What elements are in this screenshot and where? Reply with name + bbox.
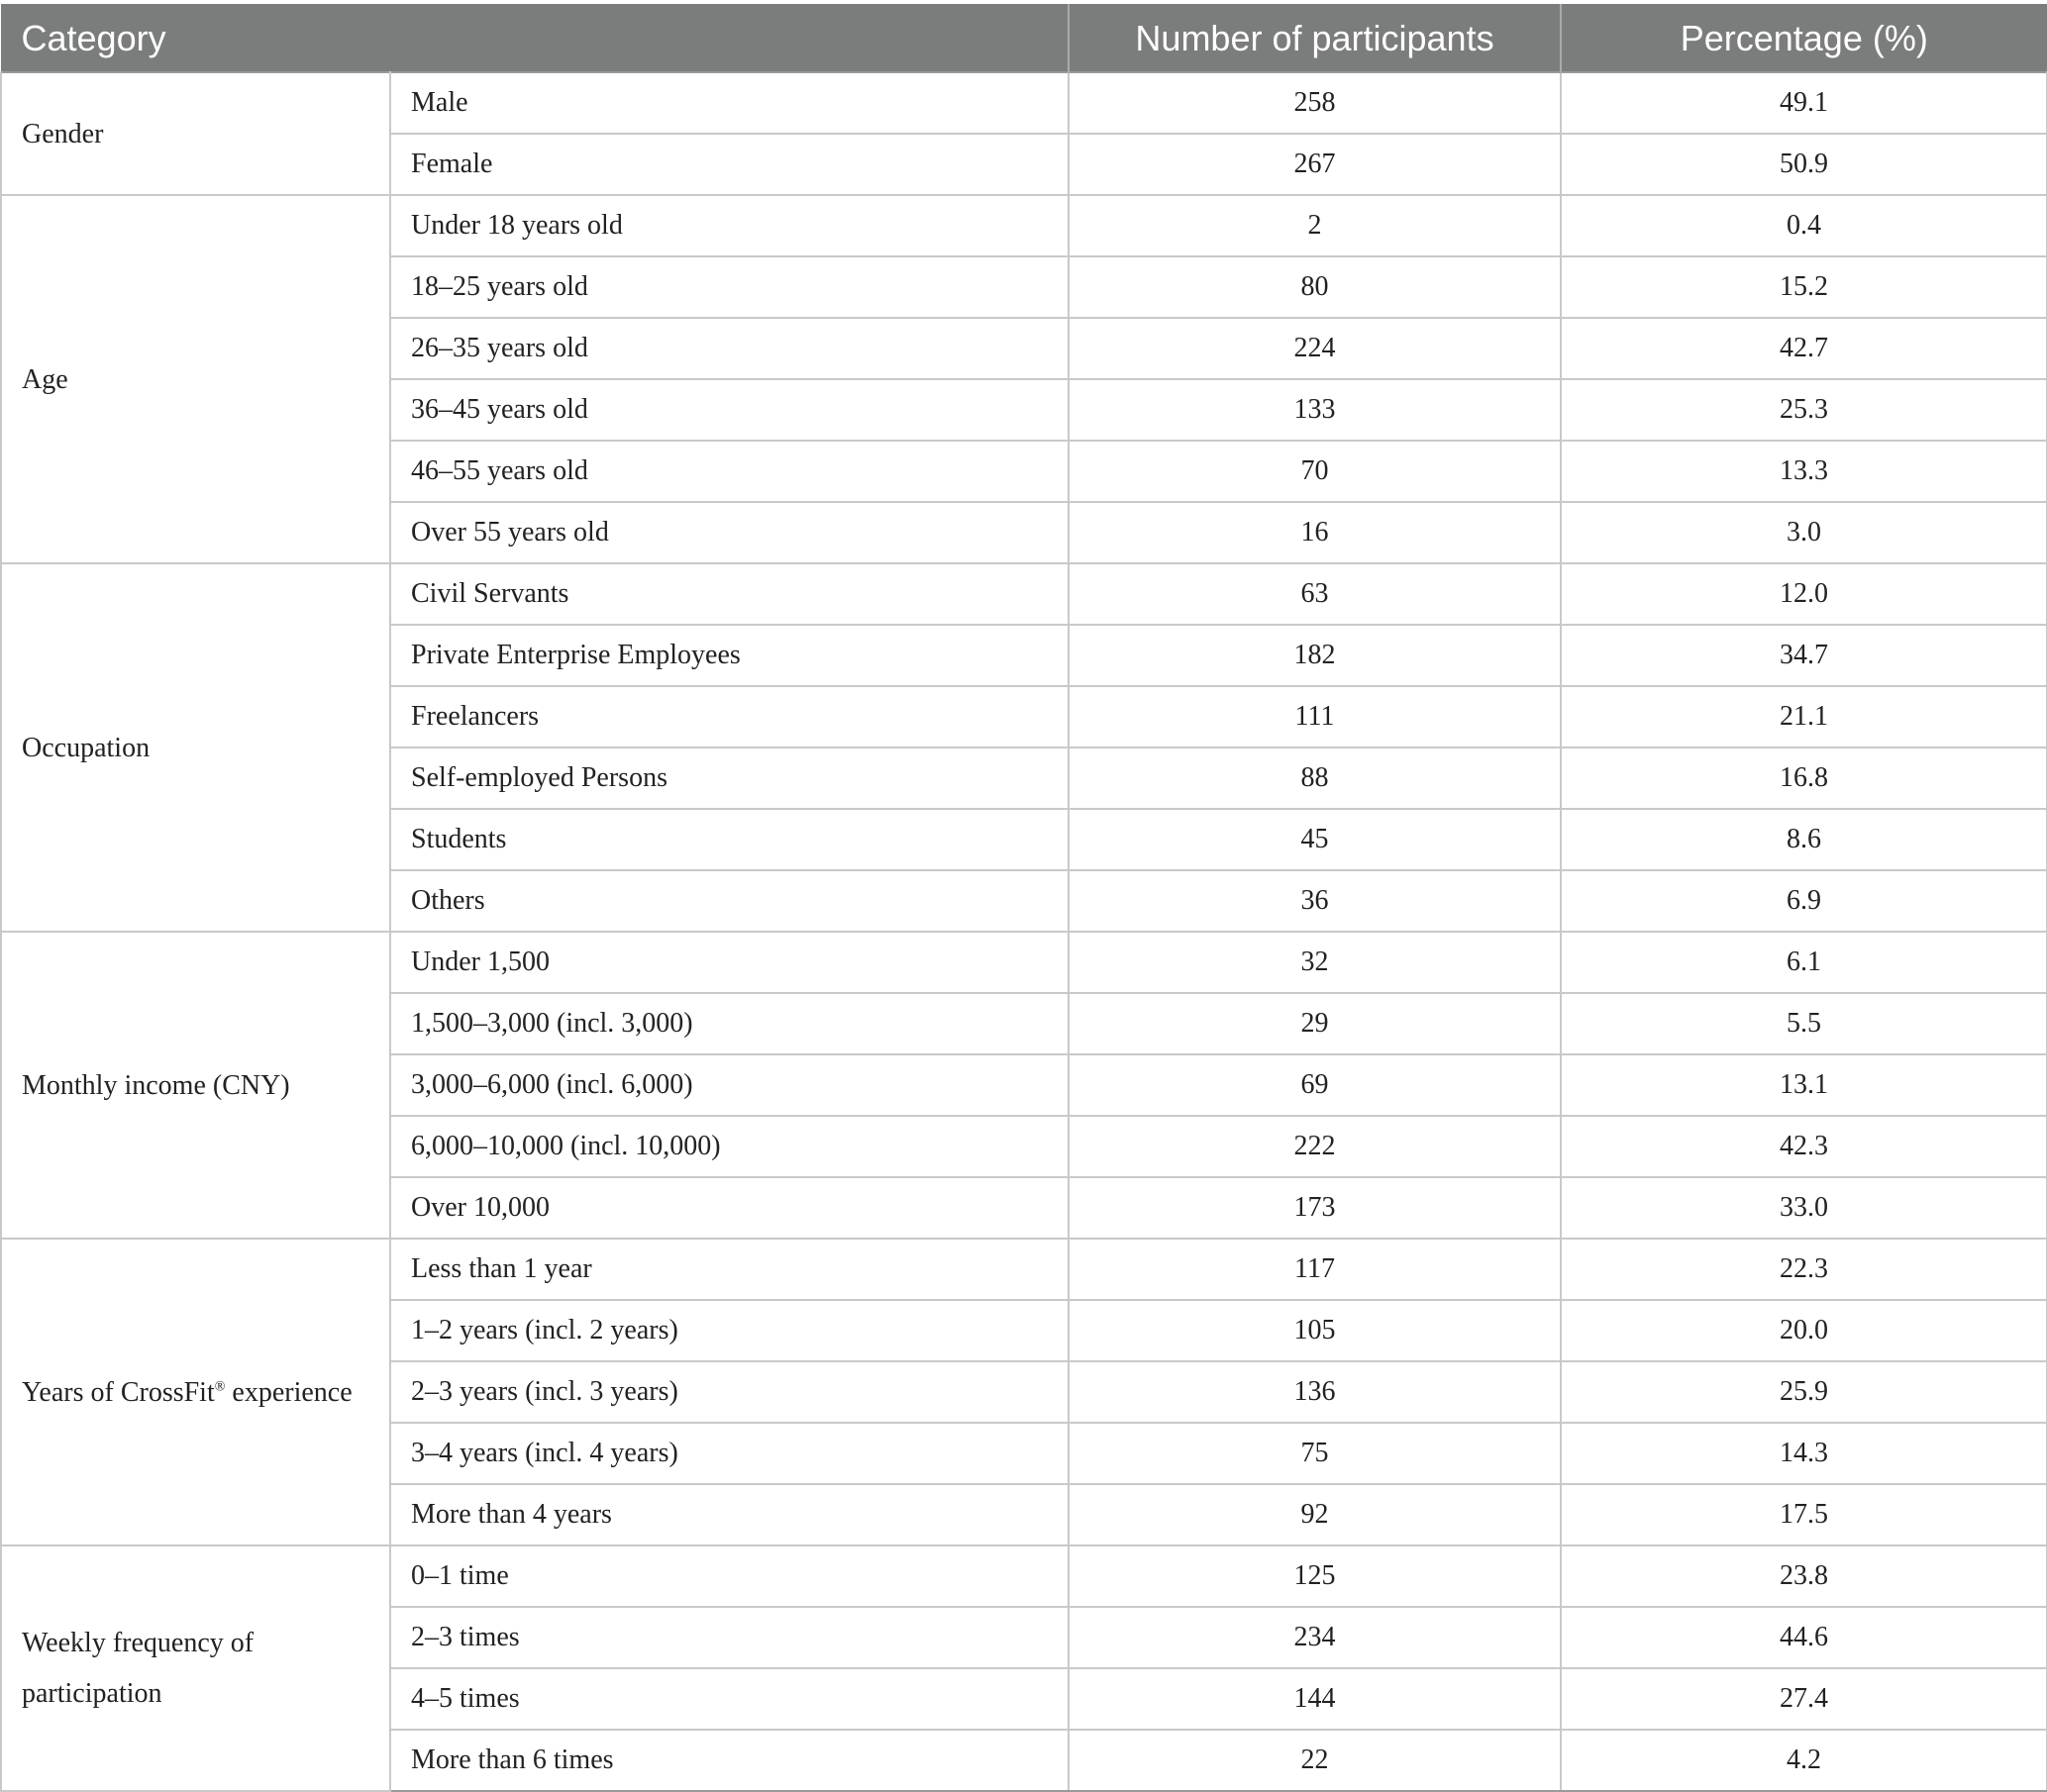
category-cell-monthly-income: Monthly income (CNY) [1, 932, 390, 1239]
subcategory-cell: Under 18 years old [390, 195, 1069, 256]
header-category: Category [1, 5, 1069, 73]
category-text: Years of CrossFit [22, 1376, 215, 1408]
percentage-cell: 13.3 [1561, 441, 2047, 502]
number-cell: 117 [1069, 1239, 1561, 1300]
table-row [1, 195, 2047, 256]
subcategory-cell: Self-employed Persons [390, 747, 1069, 809]
subcategory-cell: Private Enterprise Employees [390, 625, 1069, 686]
number-cell: 2 [1069, 195, 1561, 256]
number-cell: 36 [1069, 870, 1561, 932]
percentage-cell: 4.2 [1561, 1730, 2047, 1791]
subcategory-cell: Over 10,000 [390, 1177, 1069, 1239]
number-cell: 16 [1069, 502, 1561, 563]
subcategory-cell: 1–2 years (incl. 2 years) [390, 1300, 1069, 1361]
percentage-cell: 12.0 [1561, 563, 2047, 625]
number-cell: 29 [1069, 993, 1561, 1054]
percentage-cell: 33.0 [1561, 1177, 2047, 1239]
number-cell: 133 [1069, 379, 1561, 441]
number-cell: 144 [1069, 1668, 1561, 1730]
percentage-cell: 49.1 [1561, 72, 2047, 134]
subcategory-cell: More than 4 years [390, 1484, 1069, 1545]
category-cell-age: Age [1, 195, 390, 563]
percentage-cell: 6.1 [1561, 932, 2047, 993]
percentage-cell: 42.7 [1561, 318, 2047, 379]
subcategory-cell: Over 55 years old [390, 502, 1069, 563]
number-cell: 105 [1069, 1300, 1561, 1361]
subcategory-cell: 1,500–3,000 (incl. 3,000) [390, 993, 1069, 1054]
subcategory-cell: Civil Servants [390, 563, 1069, 625]
subcategory-cell: 3,000–6,000 (incl. 6,000) [390, 1054, 1069, 1116]
category-cell-occupation: Occupation [1, 563, 390, 932]
number-cell: 88 [1069, 747, 1561, 809]
number-cell: 267 [1069, 134, 1561, 195]
percentage-cell: 15.2 [1561, 256, 2047, 318]
category-text-suffix: experience [225, 1376, 353, 1408]
percentage-cell: 23.8 [1561, 1545, 2047, 1607]
number-cell: 125 [1069, 1545, 1561, 1607]
table-header [1, 5, 2047, 73]
percentage-cell: 14.3 [1561, 1423, 2047, 1484]
percentage-cell: 6.9 [1561, 870, 2047, 932]
subcategory-cell: Freelancers [390, 686, 1069, 747]
percentage-cell: 17.5 [1561, 1484, 2047, 1545]
percentage-cell: 21.1 [1561, 686, 2047, 747]
percentage-cell: 34.7 [1561, 625, 2047, 686]
number-cell: 258 [1069, 72, 1561, 134]
percentage-cell: 0.4 [1561, 195, 2047, 256]
category-cell-crossfit-experience [1, 1239, 390, 1545]
subcategory-cell: Students [390, 809, 1069, 870]
number-cell: 75 [1069, 1423, 1561, 1484]
number-cell: 92 [1069, 1484, 1561, 1545]
percentage-cell: 27.4 [1561, 1668, 2047, 1730]
subcategory-cell: 4–5 times [390, 1668, 1069, 1730]
subcategory-cell: 3–4 years (incl. 4 years) [390, 1423, 1069, 1484]
subcategory-cell: 6,000–10,000 (incl. 10,000) [390, 1116, 1069, 1177]
subcategory-cell: Female [390, 134, 1069, 195]
percentage-cell: 44.6 [1561, 1607, 2047, 1668]
table-row [1, 932, 2047, 993]
percentage-cell: 3.0 [1561, 502, 2047, 563]
subcategory-cell: Under 1,500 [390, 932, 1069, 993]
subcategory-cell: Less than 1 year [390, 1239, 1069, 1300]
percentage-cell: 8.6 [1561, 809, 2047, 870]
table-body [1, 72, 2047, 1791]
number-cell: 45 [1069, 809, 1561, 870]
registered-mark: ® [214, 1379, 226, 1395]
number-cell: 80 [1069, 256, 1561, 318]
subcategory-cell: 46–55 years old [390, 441, 1069, 502]
subcategory-cell: 18–25 years old [390, 256, 1069, 318]
header-number-of-participants: Number of participants [1069, 5, 1561, 73]
number-cell: 224 [1069, 318, 1561, 379]
percentage-cell: 13.1 [1561, 1054, 2047, 1116]
number-cell: 234 [1069, 1607, 1561, 1668]
subcategory-cell: 2–3 years (incl. 3 years) [390, 1361, 1069, 1423]
header-row [1, 5, 2047, 73]
subcategory-cell: More than 6 times [390, 1730, 1069, 1791]
number-cell: 111 [1069, 686, 1561, 747]
number-cell: 173 [1069, 1177, 1561, 1239]
header-percentage: Percentage (%) [1561, 5, 2047, 73]
percentage-cell: 16.8 [1561, 747, 2047, 809]
percentage-cell: 22.3 [1561, 1239, 2047, 1300]
category-cell-weekly-frequency: Weekly frequency of participation [1, 1545, 390, 1791]
number-cell: 32 [1069, 932, 1561, 993]
subcategory-cell: 36–45 years old [390, 379, 1069, 441]
number-cell: 222 [1069, 1116, 1561, 1177]
percentage-cell: 25.3 [1561, 379, 2047, 441]
percentage-cell: 50.9 [1561, 134, 2047, 195]
number-cell: 182 [1069, 625, 1561, 686]
demographics-table [0, 4, 2047, 1792]
percentage-cell: 20.0 [1561, 1300, 2047, 1361]
percentage-cell: 5.5 [1561, 993, 2047, 1054]
subcategory-cell: 26–35 years old [390, 318, 1069, 379]
percentage-cell: 42.3 [1561, 1116, 2047, 1177]
number-cell: 136 [1069, 1361, 1561, 1423]
percentage-cell: 25.9 [1561, 1361, 2047, 1423]
subcategory-cell: Others [390, 870, 1069, 932]
table-row [1, 72, 2047, 134]
subcategory-cell: 2–3 times [390, 1607, 1069, 1668]
number-cell: 63 [1069, 563, 1561, 625]
number-cell: 22 [1069, 1730, 1561, 1791]
subcategory-cell: Male [390, 72, 1069, 134]
subcategory-cell: 0–1 time [390, 1545, 1069, 1607]
table-row [1, 1545, 2047, 1607]
number-cell: 70 [1069, 441, 1561, 502]
table-row [1, 1239, 2047, 1300]
table-row [1, 563, 2047, 625]
category-cell-gender: Gender [1, 72, 390, 195]
number-cell: 69 [1069, 1054, 1561, 1116]
